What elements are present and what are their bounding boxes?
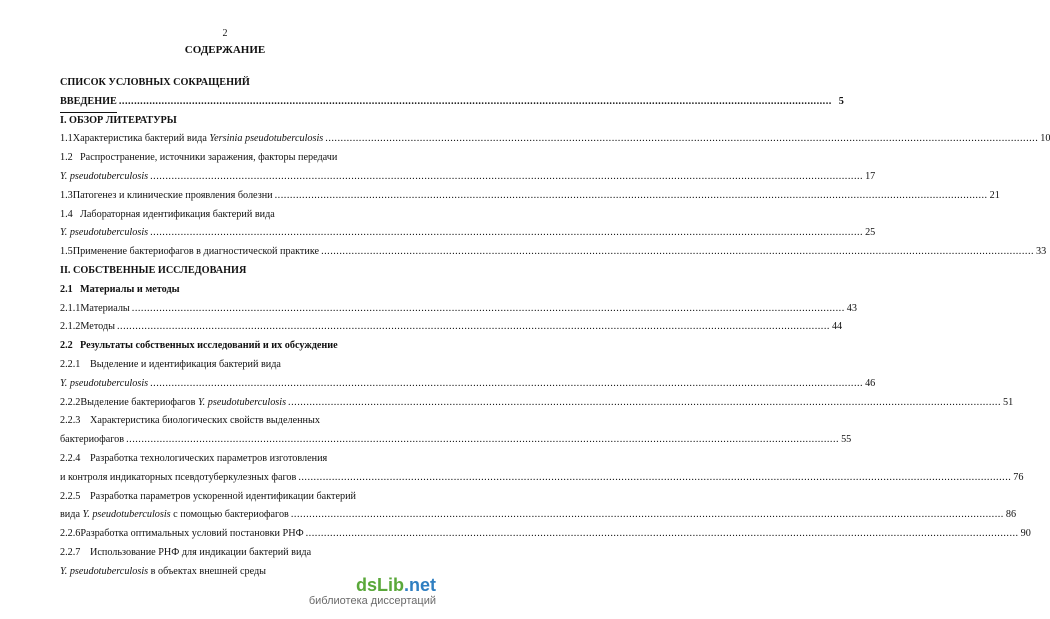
toc-entry-text [80,394,286,413]
toc-entry-number: 1.1 [60,133,73,145]
toc-leader-dots [117,318,830,337]
toc-entry-text [60,112,177,131]
toc-entry-label: Выделение бактериофагов [80,396,198,408]
toc-entry-text [60,431,124,450]
toc-leader-dots [119,93,832,112]
toc-entry [60,187,1000,206]
toc-title: СОДЕРЖАНИЕ [184,44,266,56]
toc-entry-text [60,469,296,488]
toc-entry-text [80,206,275,225]
toc-entry [60,394,1014,413]
toc-entry-label: ВВЕДЕНИЕ [60,95,117,107]
toc-entry-number: 1.4 [60,208,73,220]
toc-entry [60,318,843,337]
toc-entry [60,168,876,187]
toc-entry [60,206,412,225]
toc-entry [60,262,412,281]
toc-entry-number: 1.5 [60,246,73,258]
toc-entry-number: 2.2.4 [60,452,81,464]
toc-entry-text [73,187,273,206]
toc-leader-dots [132,300,845,319]
toc-entry-page: 86 [1005,509,1017,521]
toc-entry [60,74,412,93]
toc-entry-label: Использование РНФ для индикации бактерий вида [90,546,312,558]
toc-leader-dots [321,243,1034,262]
toc-leader-dots [291,506,1004,525]
toc-entry-page: 44 [831,321,843,333]
toc-leader-dots [126,431,839,450]
toc-entry [60,243,1047,262]
toc-entry [60,488,412,507]
toc-entry [60,431,852,450]
toc-entry-species: Y. pseudotuberculosis [60,565,149,577]
toc-entry-number: 1.3 [60,189,73,201]
toc-entry-text [90,356,281,375]
toc-entry-page: 46 [865,377,876,389]
toc-entry-text [90,488,356,507]
toc-entry-page: 33 [1036,246,1047,258]
watermark-logo: dsLib.net [355,575,436,595]
toc-entry-text [80,337,338,356]
toc-entry-page: 90 [1020,528,1031,540]
toc-entry-species: Y. pseudotuberculosis [60,377,149,389]
toc-entry-number: 2.2.7 [60,546,81,558]
toc-entry [60,544,412,563]
toc-entry [60,224,876,243]
toc-entry-text [80,525,303,544]
toc-entry-species: Y. pseudotuberculosis [82,509,171,521]
toc-entry [60,337,412,356]
toc-entry-page: 25 [865,227,876,239]
toc-leader-dots [275,187,988,206]
toc-entry-label: Результаты собственных исследований и их обсуждение [80,340,338,352]
toc-entry [60,281,412,300]
toc-entry-text [73,243,319,262]
toc-leader-dots [306,525,1019,544]
toc-entry [60,149,412,168]
toc-leader-dots [150,168,863,187]
toc-entry-text [60,563,266,582]
toc-leader-dots [298,469,1011,488]
toc-entry-text [73,130,324,149]
toc-entry-text [80,318,115,337]
toc-entry-label: Разработка параметров ускоренной идентификации бактерий [90,490,356,502]
toc-entry-label: и контроля индикаторных псевдотуберкулезных фагов [60,471,297,483]
toc-entry [60,525,1031,544]
toc-entry-text [90,544,311,563]
toc-entry-label: Разработка технологических параметров изготовления [90,452,328,464]
toc-entry [60,112,412,131]
toc-entry-label: Методы [80,321,115,333]
toc-entry [60,469,1024,488]
toc-entry-label: Распространение, источники заражения, факторы передачи [80,152,338,164]
toc-entry-label: Материалы и методы [80,283,180,295]
toc-entry [60,300,857,319]
toc-entry-number: 2.2.5 [60,490,81,502]
toc-entry-label: Лабораторная идентификация бактерий вида [80,208,275,220]
toc-entry-label: Разработка оптимальных условий постановки РНФ [80,528,304,540]
toc-entry-label: вида [60,509,83,521]
toc-entry-species: Y. pseudotuberculosis [197,396,287,408]
toc-entry-text [80,281,180,300]
toc-entry-text [60,224,148,243]
toc-entry-number: 2.2 [60,340,73,352]
toc-entry-label-tail: с помощью бактериофагов [170,509,289,521]
toc-leader-dots [150,375,863,394]
toc-entry-text [80,300,129,319]
toc-entry-number: 2.1.2 [60,321,81,333]
toc-entry [60,375,876,394]
toc-leader-dots [150,224,863,243]
toc-entry-page: 51 [1003,396,1014,408]
toc-entry-number: 2.2.1 [60,358,81,370]
toc-entry-label: I. ОБЗОР ЛИТЕРАТУРЫ [60,114,177,126]
toc-entry-number: 2.2.2 [60,396,81,408]
toc-entry-label: Характеристика биологических свойств выделенных [90,415,320,427]
toc-entry-species: Y. pseudotuberculosis [60,170,149,182]
toc-leader-dots [325,130,1038,149]
toc-entry [60,412,412,431]
toc-entry-label: II. СОБСТВЕННЫЕ ИССЛЕДОВАНИЯ [60,264,247,276]
toc-entry-label: бактериофагов [60,434,125,446]
toc-entry-page: 76 [1013,471,1024,483]
toc-entry-label-tail: в объектах внешней среды [148,565,267,577]
toc-entry-label: Применение бактериофагов в диагностической практике [72,246,320,258]
toc-entry-page: 5 [838,95,844,107]
table-of-contents [60,74,1050,582]
toc-entry-label: Патогенез и клинические проявления болезни [72,189,273,201]
page-number: 2 [222,28,228,39]
toc-entry [60,130,1050,149]
toc-leader-dots [288,394,1001,413]
toc-entry-text [80,149,337,168]
toc-entry-text [60,506,289,525]
toc-entry-number: 1.2 [60,152,73,164]
toc-entry-number: 2.1.1 [60,302,81,314]
toc-entry-label: Материалы [80,302,130,314]
toc-entry [60,356,412,375]
toc-entry-page: 17 [865,170,876,182]
toc-entry-text [60,168,148,187]
toc-entry-text [60,375,148,394]
toc-entry-text [60,93,117,113]
toc-entry-page: 10 [1040,133,1050,145]
toc-entry [60,506,1017,525]
toc-entry-page: 55 [841,434,852,446]
toc-entry-text [90,412,320,431]
toc-entry-text [90,450,327,469]
toc-entry-page: 43 [846,302,857,314]
toc-entry-number: 2.1 [60,283,73,295]
toc-entry-label: Характеристика бактерий вида [72,133,210,145]
toc-entry-label: Выделение и идентификация бактерий вида [90,358,281,370]
toc-entry-species: Yersinia pseudotuberculosis [209,133,324,145]
toc-entry-label: СПИСОК УСЛОВНЫХ СОКРАЩЕНИЙ [60,77,250,88]
watermark-subtitle: библиотека диссертаций [308,595,436,607]
toc-entry-text [60,74,250,93]
toc-entry [60,93,844,112]
site-watermark [309,575,436,608]
toc-entry-number: 2.2.6 [60,528,81,540]
toc-entry-text [60,262,246,281]
toc-entry-number: 2.2.3 [60,415,81,427]
toc-entry [60,450,412,469]
toc-entry-page: 21 [989,189,1000,201]
toc-entry-species: Y. pseudotuberculosis [60,227,149,239]
